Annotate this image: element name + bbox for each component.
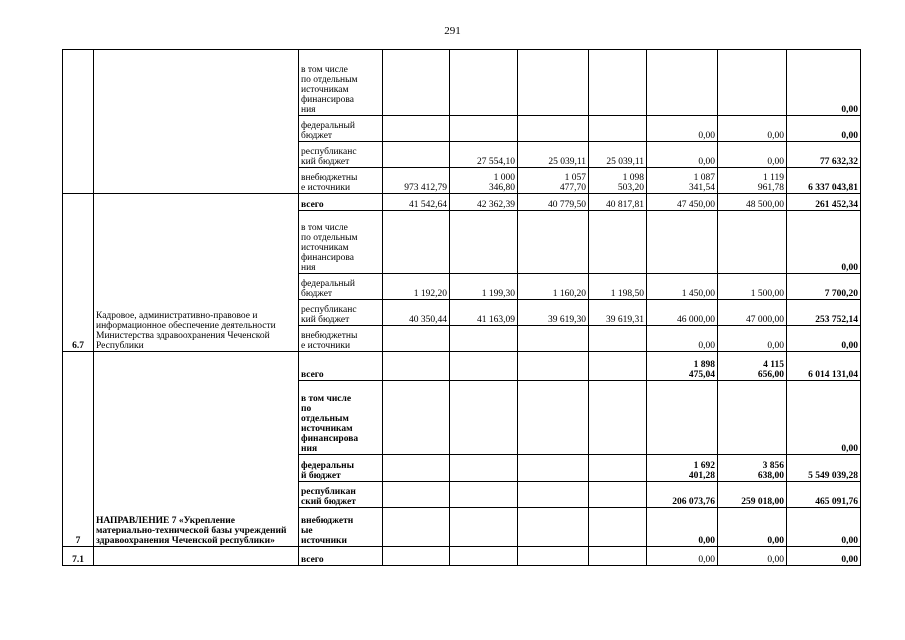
value-cell [450,116,518,142]
value-cell [450,50,518,116]
value-cell: 206 073,76 [647,482,718,508]
section-description: НАПРАВЛЕНИЕ 7 «Укрепление материально-технической базы учреждений здравоохранения Чеченской республики» [94,352,299,547]
source-cell: внебюджетны е источники [299,326,383,352]
source-cell: всего [299,194,383,211]
total-cell: 5 549 039,28 [787,455,861,482]
code-cell [63,50,94,194]
value-cell [450,547,518,566]
value-cell: 41 163,09 [450,300,518,326]
table-row [63,50,861,116]
value-cell [383,547,450,566]
value-cell [450,211,518,274]
value-cell [589,211,647,274]
value-cell [589,547,647,566]
section-code: 6.7 [63,194,94,352]
value-cell [383,142,450,168]
value-cell [518,116,589,142]
value-cell: 40 779,50 [518,194,589,211]
total-cell: 0,00 [787,381,861,455]
value-cell: 973 412,79 [383,168,450,194]
total-cell: 465 091,76 [787,482,861,508]
value-cell [718,50,787,116]
value-cell [383,508,450,547]
description-cell [94,50,299,194]
value-cell [383,352,450,381]
value-cell: 25 039,11 [589,142,647,168]
value-cell [518,508,589,547]
section-code: 7.1 [63,547,94,566]
value-cell: 48 500,00 [718,194,787,211]
value-cell: 1 450,00 [647,274,718,300]
value-cell: 1 898 475,04 [647,352,718,381]
table-row [63,352,861,381]
value-cell: 0,00 [718,142,787,168]
source-cell: федеральны й бюджет [299,455,383,482]
value-cell: 41 542,64 [383,194,450,211]
value-cell [383,455,450,482]
value-cell: 42 362,39 [450,194,518,211]
value-cell [383,482,450,508]
value-cell [647,211,718,274]
value-cell: 1 087 341,54 [647,168,718,194]
source-cell: федеральный бюджет [299,274,383,300]
value-cell [450,352,518,381]
value-cell: 3 856 638,00 [718,455,787,482]
source-cell: в том числе по отдельным источникам финансирова ния [299,211,383,274]
value-cell: 1 199,30 [450,274,518,300]
value-cell [589,352,647,381]
total-cell: 0,00 [787,211,861,274]
total-cell: 253 752,14 [787,300,861,326]
value-cell: 47 000,00 [718,300,787,326]
value-cell: 1 000 346,80 [450,168,518,194]
value-cell [383,116,450,142]
value-cell: 0,00 [718,547,787,566]
value-cell [518,50,589,116]
value-cell [518,482,589,508]
value-cell: 0,00 [647,326,718,352]
value-cell: 47 450,00 [647,194,718,211]
value-cell [718,381,787,455]
value-cell: 1 500,00 [718,274,787,300]
value-cell [589,508,647,547]
value-cell [518,547,589,566]
section-description: Кадровое, административно-правовое и информационное обеспечение деятельности Министерства здравоохранения Чеченской Республики [94,194,299,352]
value-cell: 25 039,11 [518,142,589,168]
value-cell [589,482,647,508]
value-cell: 0,00 [647,547,718,566]
value-cell: 1 692 401,28 [647,455,718,482]
total-cell: 261 452,34 [787,194,861,211]
source-cell: в том числе по отдельным источникам финансирова ния [299,50,383,116]
value-cell [589,455,647,482]
value-cell: 40 350,44 [383,300,450,326]
page-number: 291 [444,25,461,37]
value-cell [518,352,589,381]
total-cell: 0,00 [787,116,861,142]
value-cell [589,326,647,352]
value-cell: 4 115 656,00 [718,352,787,381]
source-cell: федеральный бюджет [299,116,383,142]
value-cell: 27 554,10 [450,142,518,168]
value-cell [383,326,450,352]
value-cell: 39 619,31 [589,300,647,326]
value-cell [589,116,647,142]
value-cell [383,211,450,274]
value-cell: 1 119 961,78 [718,168,787,194]
value-cell: 1 198,50 [589,274,647,300]
value-cell [518,381,589,455]
source-cell: внебюджетн ые источники [299,508,383,547]
source-cell: в том числе по отдельным источникам финансирова ния [299,381,383,455]
section-description [94,547,299,566]
source-cell: внебюджетны е источники [299,168,383,194]
value-cell [383,50,450,116]
total-cell: 0,00 [787,326,861,352]
value-cell [450,326,518,352]
source-cell: республикан ский бюджет [299,482,383,508]
source-cell: республиканс кий бюджет [299,300,383,326]
total-cell: 0,00 [787,50,861,116]
source-cell: всего [299,352,383,381]
value-cell [647,381,718,455]
value-cell: 259 018,00 [718,482,787,508]
table-row [63,547,861,566]
value-cell: 0,00 [647,116,718,142]
value-cell [718,211,787,274]
value-cell: 0,00 [647,142,718,168]
value-cell: 39 619,30 [518,300,589,326]
source-cell: республиканс кий бюджет [299,142,383,168]
value-cell: 1 057 477,70 [518,168,589,194]
value-cell: 0,00 [647,508,718,547]
value-cell: 1 160,20 [518,274,589,300]
total-cell: 7 700,20 [787,274,861,300]
total-cell: 77 632,32 [787,142,861,168]
value-cell [450,508,518,547]
value-cell [518,455,589,482]
table-row [63,194,861,211]
value-cell [450,482,518,508]
value-cell [383,381,450,455]
value-cell [589,50,647,116]
value-cell: 0,00 [718,116,787,142]
value-cell [518,211,589,274]
total-cell: 6 014 131,04 [787,352,861,381]
source-cell: всего [299,547,383,566]
total-cell: 0,00 [787,508,861,547]
value-cell: 46 000,00 [647,300,718,326]
value-cell [589,381,647,455]
total-cell: 0,00 [787,547,861,566]
value-cell [518,326,589,352]
value-cell [647,50,718,116]
total-cell: 6 337 043,81 [787,168,861,194]
section-code: 7 [63,352,94,547]
value-cell: 1 098 503,20 [589,168,647,194]
value-cell [450,455,518,482]
value-cell: 0,00 [718,326,787,352]
value-cell: 1 192,20 [383,274,450,300]
value-cell: 40 817,81 [589,194,647,211]
value-cell [450,381,518,455]
budget-table [62,49,861,566]
value-cell: 0,00 [718,508,787,547]
